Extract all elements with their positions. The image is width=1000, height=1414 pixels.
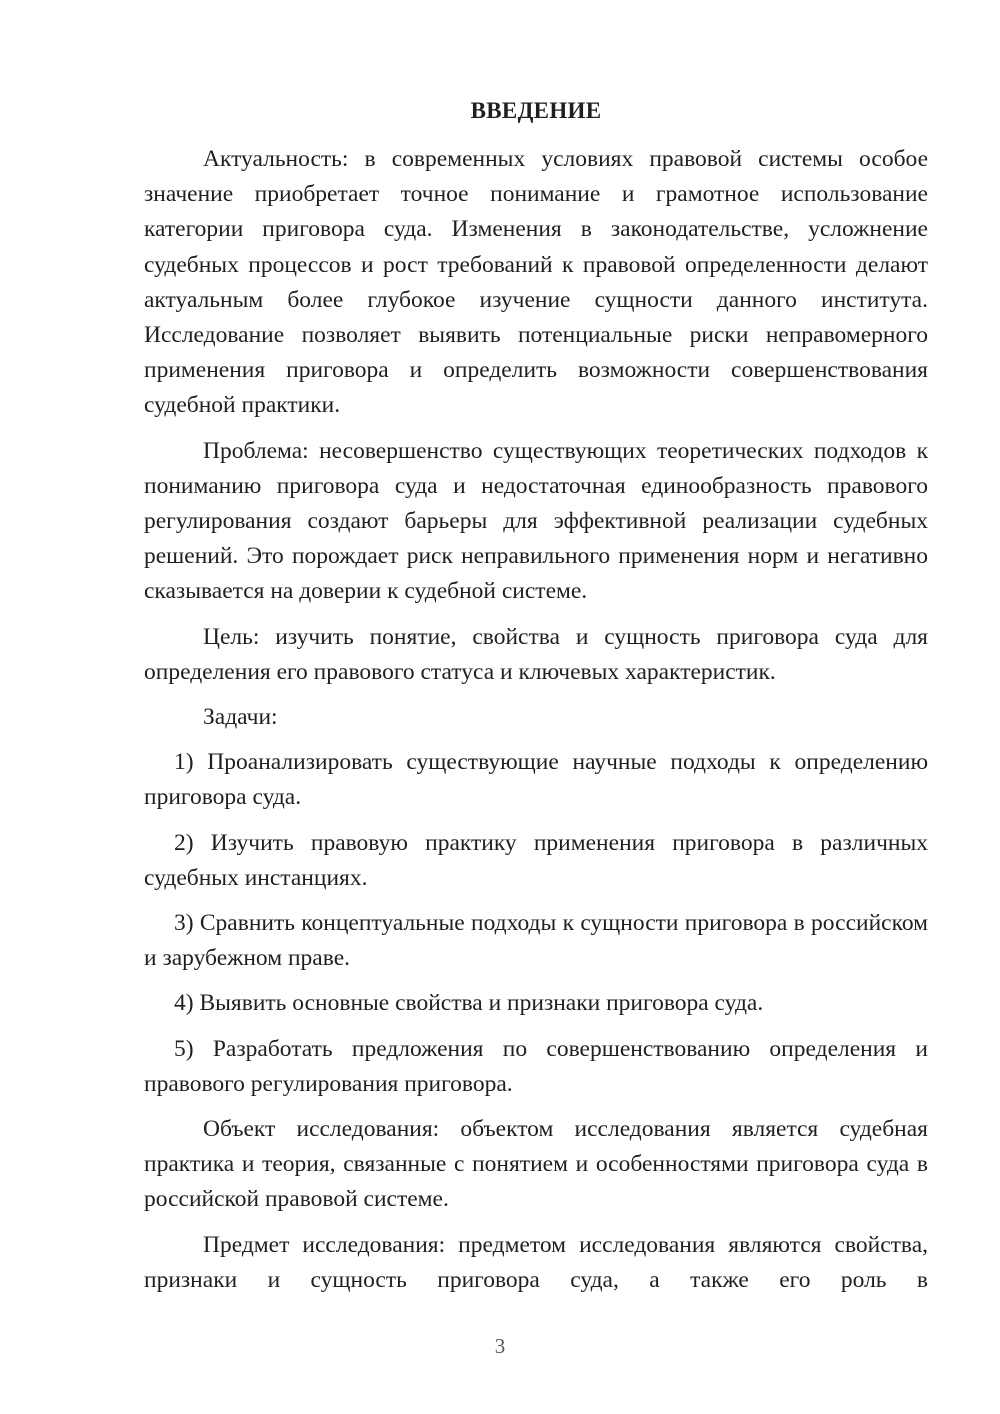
paragraph-tasks-label: Задачи: xyxy=(203,704,278,731)
section-heading: ВВЕДЕНИЕ xyxy=(470,98,602,123)
task-item-3: 3) Сравнить концептуальные подходы к сущности приговора в российском и зарубежном праве. xyxy=(144,910,928,972)
paragraph-problem: Проблема: несовершенство существующих теоретических подходов к пониманию приговора суда и недостаточная единообразность правового регулирования создают барьеры для эффективной реализации судебных решений. Это порождает риск неправильного применения норм и негативно сказывается на доверии к судебной системе. xyxy=(144,437,928,605)
paragraph-subject: Предмет исследования: предметом исследования являются свойства, признаки и сущность приговора суда, а также его роль в xyxy=(144,1231,928,1293)
page-number: 3 xyxy=(494,1334,506,1358)
paragraph-goal: Цель: изучить понятие, свойства и сущность приговора суда для определения его правового статуса и ключевых характеристик. xyxy=(144,623,928,685)
task-item-5: 5) Разработать предложения по совершенствованию определения и правового регулирования приговора. xyxy=(144,1035,928,1097)
paragraph-object: Объект исследования: объектом исследования является судебная практика и теория, связанные с понятием и особенностями приговора суда в российской правовой системе. xyxy=(144,1116,928,1213)
body-text xyxy=(144,142,928,1308)
task-item-1: 1) Проанализировать существующие научные подходы к определению приговора суда. xyxy=(144,749,928,811)
task-item-2: 2) Изучить правовую практику применения приговора в различных судебных инстанциях. xyxy=(144,829,928,891)
paragraph-relevance: Актуальность: в современных условиях правовой системы особое значение приобретает точное понимание и грамотное использование категории приговора суда. Изменения в законодательстве, усложнение судебных процессов и рост требований к правовой определенности делают актуальным более глубокое изучение сущности данного института. Исследование позволяет выявить потенциальные риски неправомерного применения приговора и определить возможности совершенствования судебной практики. xyxy=(144,146,928,419)
task-item-4: 4) Выявить основные свойства и признаки приговора суда. xyxy=(174,990,764,1017)
